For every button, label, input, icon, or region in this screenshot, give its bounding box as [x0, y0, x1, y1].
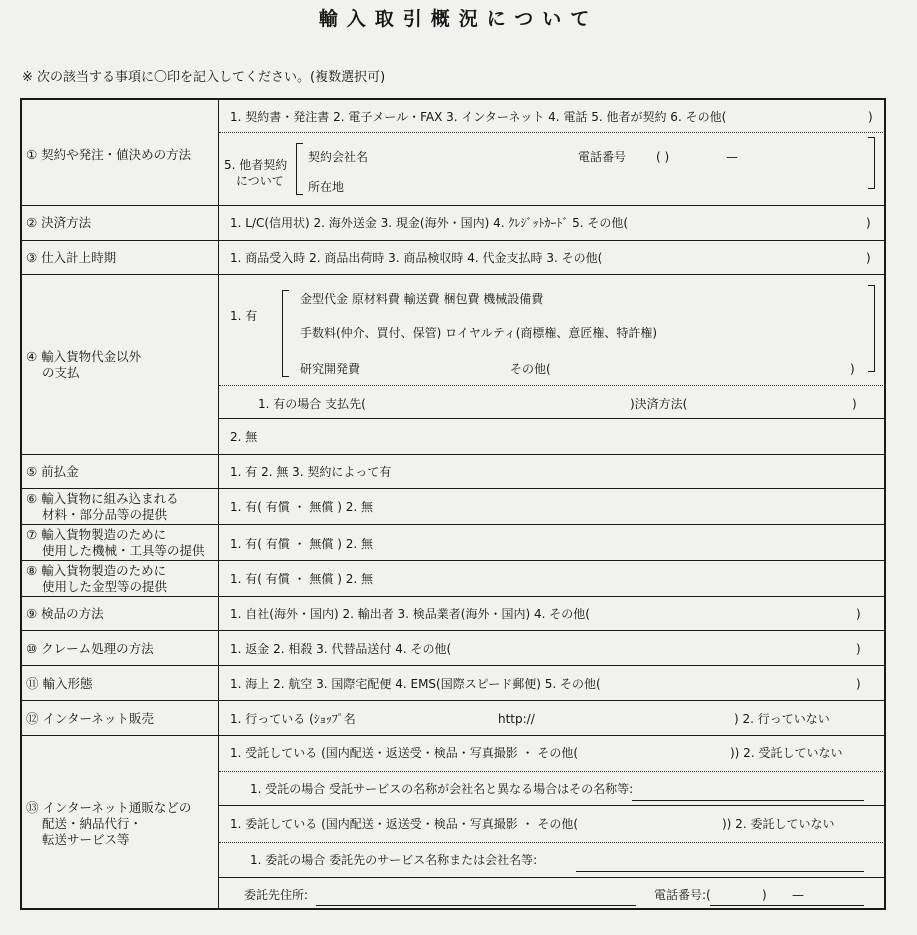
outsourcing-service-options[interactable]: 1. 委託している (国内配送・返送受・検品・写真撮影 ・ その他( — [230, 817, 579, 831]
row-label-fulfillment-services-2: 配送・納品代行・ — [42, 816, 143, 831]
payment-method-options[interactable]: 1. L/C(信用状) 2. 海外送金 3. 現金(海外・国内) 4. ｸﾚｼﾞｯﾄｶｰﾄﾞ 5. その他( — [230, 216, 629, 230]
row-divider — [21, 630, 885, 631]
payment-items-research[interactable]: 研究開発費 — [300, 362, 361, 376]
close-paren: ) — [866, 251, 871, 265]
row-divider — [21, 488, 885, 489]
contract-company-label: 契約会社名 — [308, 150, 369, 164]
row-label-machinery-provision-2: 使用した機械・工具等の提供 — [42, 543, 205, 558]
accepting-service-options[interactable]: 1. 受託している (国内配送・返送受・検品・写真撮影 ・ その他( — [230, 746, 579, 760]
mold-provision-options[interactable]: 1. 有( 有償 ・ 無償 ) 2. 無 — [230, 572, 373, 586]
row-label-import-form: ⑪ 輸入形態 — [26, 676, 93, 691]
contractor-address-label: 委託先住所: — [244, 888, 309, 902]
dotted-divider — [219, 385, 885, 386]
row-divider — [21, 735, 885, 736]
instruction-note: ※ 次の該当する事項に〇印を記入してください。(複数選択可) — [22, 70, 386, 85]
phone-label: 電話番号 — [578, 150, 627, 164]
close-paren: ) — [850, 362, 855, 376]
close-paren: ) — [866, 216, 871, 230]
purchase-timing-options[interactable]: 1. 商品受入時 2. 商品出荷時 3. 商品検収時 4. 代金支払時 3. その他( — [230, 251, 603, 265]
row-label-mold-provision: ⑧ 輸入貨物製造のために — [26, 563, 167, 578]
fill-line[interactable] — [632, 800, 864, 801]
close-paren: ) — [852, 397, 857, 411]
close-paren: ) — [856, 642, 861, 656]
row-label-contract-method: ① 契約や発注・値決めの方法 — [26, 147, 192, 162]
row-divider — [21, 524, 885, 525]
row-label-materials-provision-2: 材料・部分品等の提供 — [42, 507, 168, 522]
option-yes[interactable]: 1. 有 — [230, 309, 258, 323]
row-divider — [21, 560, 885, 561]
inner-divider — [219, 805, 885, 806]
row-divider — [21, 240, 885, 241]
fill-line[interactable] — [710, 905, 864, 906]
other-contract-label: 5. 他者契約 — [224, 158, 288, 172]
materials-provision-options[interactable]: 1. 有( 有償 ・ 無償 ) 2. 無 — [230, 500, 373, 514]
row-label-payment-method: ② 決済方法 — [26, 215, 92, 230]
phone-dash: — — [726, 150, 738, 164]
bracket-right — [868, 285, 875, 372]
dotted-divider — [219, 842, 885, 843]
payment-method-field[interactable]: )決済方法( — [630, 397, 688, 411]
row-label-machinery-provision: ⑦ 輸入貨物製造のために — [26, 527, 167, 542]
row-label-materials-provision: ⑥ 輸入貨物に組み込まれる — [26, 491, 179, 506]
payment-items-line-2[interactable]: 手数料(仲介、買付、保管) ロイヤルティ(商標権、意匠権、特許権) — [300, 326, 658, 340]
row-divider — [21, 454, 885, 455]
row-divider — [21, 205, 885, 206]
row-label-fulfillment-services-3: 転送サービス等 — [42, 832, 130, 847]
row-label-fulfillment-services: ⑬ インターネット通販などの — [26, 800, 192, 815]
close-paren: ) — [762, 888, 767, 902]
payee-field[interactable]: 1. 有の場合 支払先( — [258, 397, 366, 411]
inner-divider — [219, 877, 885, 878]
payment-items-line-1[interactable]: 金型代金 原材料費 輸送費 梱包費 機械設備費 — [300, 292, 544, 306]
close-paren: ) — [868, 110, 873, 124]
bracket-left — [282, 290, 289, 377]
not-selling-option[interactable]: ) 2. 行っていない — [734, 712, 830, 726]
row-label-advance-payment: ⑤ 前払金 — [26, 464, 79, 479]
advance-payment-options[interactable]: 1. 有 2. 無 3. 契約によって有 — [230, 465, 392, 479]
row-label-other-payments-2: の支払 — [42, 365, 80, 380]
phone-paren[interactable]: ( ) — [656, 150, 670, 164]
row-divider — [21, 700, 885, 701]
row-label-inspection-method: ⑨ 検品の方法 — [26, 606, 104, 621]
row-divider — [21, 665, 885, 666]
dotted-divider — [219, 132, 885, 133]
not-accepting-option[interactable]: )) 2. 受託していない — [730, 746, 843, 760]
fill-line[interactable] — [316, 905, 636, 906]
option-no[interactable]: 2. 無 — [230, 430, 258, 444]
address-label: 所在地 — [308, 180, 345, 194]
phone-dash: — — [792, 888, 804, 902]
shop-name-field[interactable]: 1. 行っている (ｼｮｯﾌﾟ名 — [230, 712, 356, 726]
dotted-divider — [219, 771, 885, 772]
inspection-method-options[interactable]: 1. 自社(海外・国内) 2. 輸出者 3. 検品業者(海外・国内) 4. その他( — [230, 607, 590, 621]
label-column-divider — [218, 99, 219, 909]
machinery-provision-options[interactable]: 1. 有( 有償 ・ 無償 ) 2. 無 — [230, 537, 373, 551]
row-label-claim-handling: ⑩ クレーム処理の方法 — [26, 641, 154, 656]
row-label-mold-provision-2: 使用した金型等の提供 — [42, 579, 168, 594]
claim-handling-options[interactable]: 1. 返金 2. 相殺 3. 代替品送付 4. その他( — [230, 642, 452, 656]
bracket-right — [868, 137, 875, 189]
contractor-phone-label: 電話番号:( — [654, 888, 711, 902]
payment-items-other[interactable]: その他( — [510, 362, 551, 376]
row-label-internet-sales: ⑫ インターネット販売 — [26, 711, 154, 726]
page-title: 輸入取引概況について — [318, 8, 599, 30]
outsourced-service-name-label: 1. 委託の場合 委託先のサービス名称または会社名等: — [250, 853, 538, 867]
row-divider — [21, 596, 885, 597]
import-form-options[interactable]: 1. 海上 2. 航空 3. 国際宅配便 4. EMS(国際スピード郵便) 5. その他( — [230, 677, 601, 691]
close-paren: ) — [856, 677, 861, 691]
accepted-service-name-label: 1. 受託の場合 受託サービスの名称が会社名と異なる場合はその名称等: — [250, 782, 634, 796]
shop-url-field[interactable]: http:// — [498, 712, 535, 726]
bracket-left — [296, 143, 303, 195]
inner-divider — [219, 418, 885, 419]
row-divider — [21, 274, 885, 275]
fill-line[interactable] — [576, 871, 864, 872]
row-label-other-payments: ④ 輸入貨物代金以外 — [26, 349, 142, 364]
contract-method-options[interactable]: 1. 契約書・発注書 2. 電子メール・FAX 3. インターネット 4. 電話 5. 他者が契約 6. その他( — [230, 110, 727, 124]
close-paren: ) — [856, 607, 861, 621]
not-outsourcing-option[interactable]: )) 2. 委託していない — [722, 817, 835, 831]
other-contract-label-2: について — [236, 174, 284, 188]
row-label-purchase-timing: ③ 仕入計上時期 — [26, 250, 117, 265]
